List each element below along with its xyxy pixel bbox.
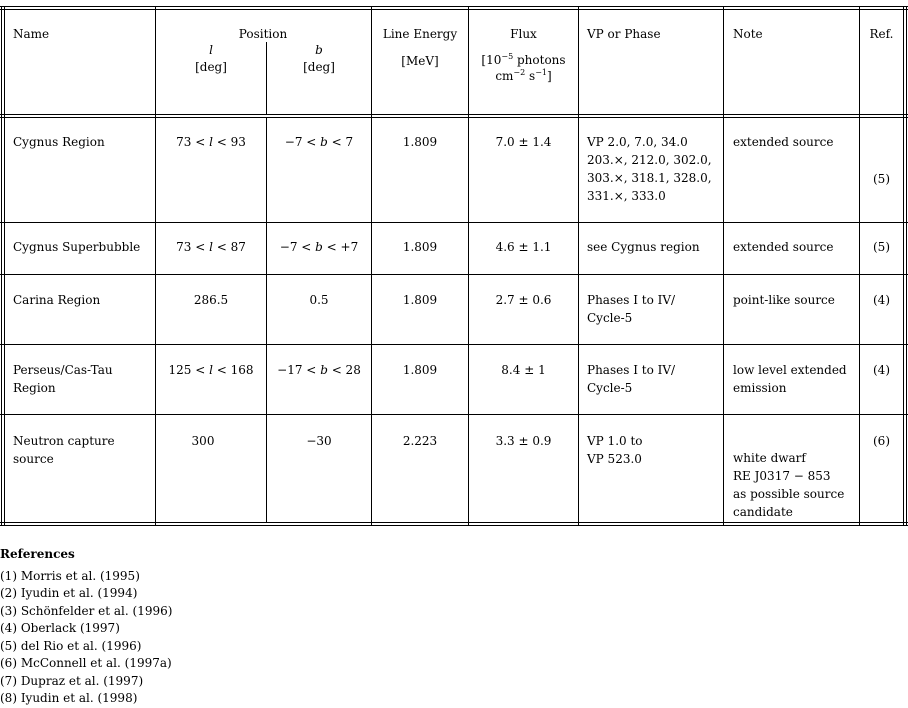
header-l-symbol: l — [209, 43, 213, 57]
row-rule-1 — [0, 222, 908, 223]
b-var: b — [320, 363, 328, 377]
b-upper: < +7 — [322, 240, 359, 254]
row-name — [13, 361, 113, 397]
l-var: l — [209, 135, 213, 149]
note-line: emission — [733, 381, 787, 395]
note-line: candidate — [733, 505, 793, 519]
row-ref: (5) — [873, 240, 890, 254]
left-rule-2 — [4, 6, 5, 526]
vp-line: VP 2.0, 7.0, 34.0 — [587, 135, 688, 149]
references — [0, 546, 172, 708]
row-vp — [587, 361, 675, 397]
top-rule-2 — [0, 9, 908, 10]
flux-unit-exp1: −5 — [501, 52, 514, 61]
header-vp: VP or Phase — [587, 27, 661, 41]
row-name: Carina Region — [13, 293, 101, 307]
vp-line: Cycle-5 — [587, 311, 633, 325]
header-rule-2 — [0, 117, 908, 118]
row-l: 286.5 — [193, 293, 229, 307]
row-energy: 2.223 — [402, 434, 438, 448]
name-line: Region — [13, 381, 56, 395]
vp-line: Cycle-5 — [587, 381, 633, 395]
header-b — [267, 42, 371, 76]
row-b — [267, 361, 371, 379]
left-rule — [1, 6, 2, 526]
row-name: Cygnus Region — [13, 135, 105, 149]
row-energy: 1.809 — [402, 240, 438, 254]
b-lower: −17 < — [277, 363, 321, 377]
b-var: b — [315, 240, 323, 254]
row-note — [733, 449, 844, 521]
header-rule — [0, 114, 908, 115]
row-energy: 1.809 — [402, 135, 438, 149]
note-line: white dwarf — [733, 451, 806, 465]
row-flux: 8.4 ± 1 — [501, 363, 546, 377]
row-rule-2 — [0, 274, 908, 275]
l-upper: < 93 — [212, 135, 246, 149]
l-lower: 125 < — [168, 363, 210, 377]
row-note: extended source — [733, 240, 834, 254]
name-line: source — [13, 452, 54, 466]
reference-item: (4) Oberlack (1997) — [0, 621, 120, 635]
flux-unit-e: ] — [547, 69, 552, 83]
name-line: Neutron capture — [13, 434, 115, 448]
note-line: low level extended — [733, 363, 847, 377]
vp-line: 203.×, 212.0, 302.0, — [587, 153, 712, 167]
row-ref: (4) — [873, 363, 890, 377]
note-line: as possible source — [733, 487, 845, 501]
b-upper: < 7 — [327, 135, 354, 149]
row-vp — [587, 291, 675, 327]
top-rule — [0, 6, 908, 7]
header-flux — [469, 25, 578, 84]
row-ref: (4) — [873, 293, 890, 307]
reference-item: (1) Morris et al. (1995) — [0, 568, 140, 583]
row-b — [267, 133, 371, 151]
reference-item: (5) del Rio et al. (1996) — [0, 638, 142, 653]
header-flux-label: Flux — [510, 27, 537, 41]
header-b-symbol: b — [315, 43, 323, 57]
row-ref: (6) — [873, 434, 890, 448]
bottom-rule-2 — [0, 525, 908, 526]
header-ref: Ref. — [869, 27, 894, 41]
flux-unit-d: s — [525, 69, 536, 83]
note-line: RE J0317 − 853 — [733, 469, 831, 483]
row-name: Cygnus Superbubble — [13, 240, 141, 254]
b-upper: < 28 — [327, 363, 361, 377]
col-rule-l-body — [266, 117, 267, 523]
b-lower: −7 < — [279, 240, 316, 254]
row-note: extended source — [733, 135, 834, 149]
header-note: Note — [733, 27, 763, 41]
l-var: l — [209, 240, 213, 254]
row-note: point-like source — [733, 293, 835, 307]
reference-item: (2) Iyudin et al. (1994) — [0, 586, 138, 600]
vp-line: Phases I to IV/ — [587, 363, 676, 377]
row-vp — [587, 432, 643, 468]
row-flux: 4.6 ± 1.1 — [495, 240, 552, 254]
col-rule-flux — [578, 6, 579, 526]
l-lower: 73 < — [176, 240, 210, 254]
row-note — [733, 361, 847, 397]
l-upper: < 168 — [212, 363, 254, 377]
flux-unit-exp3: −1 — [535, 68, 547, 77]
l-lower: 73 < — [176, 135, 210, 149]
l-var: l — [209, 363, 213, 377]
flux-unit-c: cm — [495, 69, 514, 83]
row-vp — [587, 133, 712, 205]
flux-unit-exp2: −2 — [513, 68, 526, 77]
reference-item: (8) Iyudin et al. (1998) — [0, 691, 138, 705]
vp-line: 331.×, 333.0 — [587, 189, 666, 203]
header-l — [156, 42, 266, 76]
name-line: Perseus/Cas-Tau — [13, 363, 113, 377]
header-energy-unit: [MeV] — [401, 54, 439, 68]
row-b: 0.5 — [309, 293, 329, 307]
b-lower: −7 < — [284, 135, 321, 149]
references-title: References — [0, 547, 75, 561]
flux-unit-b: photons — [513, 53, 566, 67]
vp-line: Phases I to IV/ — [587, 293, 676, 307]
header-name: Name — [13, 27, 50, 41]
header-b-unit: [deg] — [303, 60, 335, 74]
header-l-unit: [deg] — [195, 60, 227, 74]
reference-item: (7) Dupraz et al. (1997) — [0, 673, 144, 688]
vp-line: VP 1.0 to — [587, 434, 643, 448]
row-l — [156, 133, 266, 151]
bottom-rule — [0, 522, 908, 523]
row-b: −30 — [306, 434, 332, 448]
b-var: b — [320, 135, 328, 149]
header-flux-unit-1 — [469, 52, 578, 68]
reference-item: (6) McConnell et al. (1997a) — [0, 656, 172, 670]
row-name — [13, 432, 115, 468]
row-flux: 7.0 ± 1.4 — [495, 135, 552, 149]
header-line-energy — [372, 25, 468, 70]
vp-line: VP 523.0 — [587, 452, 642, 466]
row-energy: 1.809 — [402, 293, 438, 307]
row-l: 300 — [191, 434, 215, 448]
header-energy-label: Line Energy — [382, 27, 458, 41]
flux-unit-a: [10 — [481, 53, 502, 67]
row-l — [156, 238, 266, 256]
reference-item: (3) Schönfelder et al. (1996) — [0, 603, 173, 618]
row-rule-4 — [0, 414, 908, 415]
row-l — [156, 361, 266, 379]
row-vp: see Cygnus region — [587, 240, 700, 254]
col-rule-vp — [723, 6, 724, 526]
header-flux-unit-2 — [469, 68, 578, 84]
row-energy: 1.809 — [402, 363, 438, 377]
right-rule-2 — [906, 6, 907, 526]
vp-line: 303.×, 318.1, 328.0, — [587, 171, 712, 185]
l-upper: < 87 — [212, 240, 246, 254]
row-b — [267, 238, 371, 256]
row-rule-3 — [0, 344, 908, 345]
row-ref: (5) — [873, 172, 890, 186]
row-flux: 3.3 ± 0.9 — [495, 434, 552, 448]
header-position: Position — [238, 27, 288, 41]
right-rule — [903, 6, 904, 526]
row-flux: 2.7 ± 0.6 — [495, 293, 552, 307]
